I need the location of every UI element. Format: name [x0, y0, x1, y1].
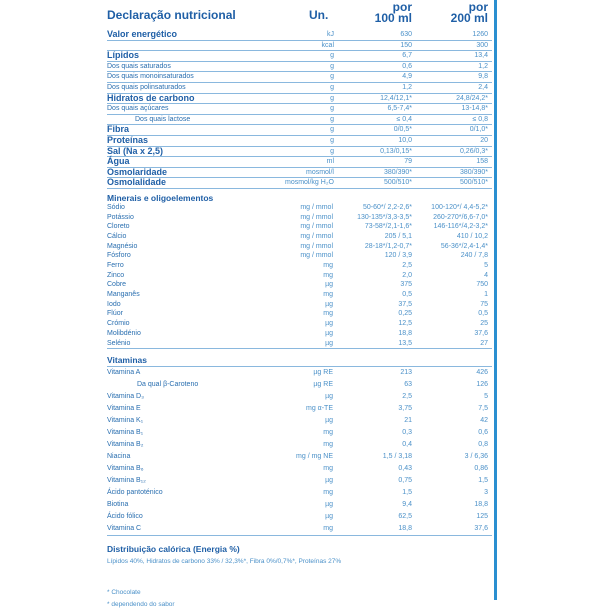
value-100ml: 0,3	[402, 429, 412, 437]
value-100ml: 63	[404, 381, 412, 389]
vitamin-row	[107, 415, 492, 427]
nutrient-row	[107, 83, 492, 94]
mineral-unit: mg	[323, 291, 333, 299]
value-200ml: 5	[484, 262, 488, 270]
value-100ml: 130-135*/3,3-3,5*	[357, 213, 412, 221]
mineral-unit: µg	[325, 329, 333, 337]
value-100ml: 0,13/0,15*	[380, 147, 412, 155]
value-100ml: 18,8	[398, 525, 412, 533]
nutrient-label: Valor energético	[107, 29, 178, 39]
nutrient-unit: mosmol/kg H₂O	[284, 179, 334, 187]
value-200ml: 37,6	[474, 525, 488, 533]
vitamin-unit: µg	[325, 477, 333, 485]
mineral-row	[107, 213, 492, 223]
value-200ml: 410 / 10,2	[456, 232, 488, 240]
value-200ml: 426	[476, 369, 488, 377]
mineral-row	[107, 329, 492, 339]
distribution-title: Distribuição calórica (Energia %)	[107, 544, 240, 555]
vitamin-label: Da qual β-Caroteno	[137, 381, 199, 389]
vitamin-label: Biotina	[107, 501, 129, 509]
nutrient-row	[107, 41, 492, 52]
value-100ml: 4,9	[402, 73, 412, 81]
nutrient-label: Osmolaridade	[107, 166, 168, 177]
mineral-label: Cobre	[107, 281, 127, 289]
value-200ml: 5	[484, 393, 488, 401]
mineral-row	[107, 290, 492, 300]
value-100ml: 0/0,5*	[393, 126, 412, 134]
nutrient-label: Proteínas	[107, 134, 149, 145]
mineral-label: Fósforo	[107, 252, 131, 260]
nutrient-row	[107, 62, 492, 73]
col-200ml-header-line1: por	[468, 0, 488, 14]
table-title: Declaração nutricional	[107, 8, 236, 22]
distribution-text: Lípidos 40%, Hidratos de carbono 33% / 32,3%*, Fibra 0%/0,7%*, Proteínas 27%	[107, 558, 342, 566]
mineral-row	[107, 242, 492, 252]
vitamin-row	[107, 463, 492, 475]
vitamin-rows	[107, 367, 492, 536]
vitamin-label: Vitamina B₆	[107, 465, 144, 473]
value-100ml: 500/510*	[383, 179, 412, 187]
value-100ml: 10,0	[398, 136, 412, 144]
value-200ml: 380/390*	[459, 168, 488, 176]
nutrient-label: Fibra	[107, 124, 130, 135]
value-100ml: ≤ 0,4	[396, 115, 412, 123]
mineral-unit: mg / mmol	[300, 223, 333, 231]
mineral-label: Crómio	[107, 320, 130, 328]
mineral-unit: mg / mmol	[300, 213, 333, 221]
nutrient-row	[107, 178, 492, 189]
value-200ml: 56-36*/2,4-1,4*	[440, 242, 488, 250]
nutrient-row	[107, 147, 492, 158]
col-100ml-header	[352, 2, 412, 24]
vitamin-row	[107, 511, 492, 523]
nutrient-label: Sal (Na x 2,5)	[107, 145, 164, 156]
mineral-label: Zinco	[107, 271, 125, 279]
vitamin-unit: mg	[323, 489, 333, 497]
value-100ml: 150	[400, 41, 412, 49]
vitamin-label: Vitamina B₁₂	[107, 477, 146, 485]
mineral-label: Sódio	[107, 203, 125, 211]
vitamin-unit: µg RE	[313, 369, 333, 377]
mineral-row	[107, 319, 492, 329]
value-100ml: 13,5	[398, 339, 412, 347]
right-accent-bar	[494, 0, 497, 600]
col-200ml-header	[428, 2, 488, 24]
nutrient-unit: g	[330, 83, 334, 91]
vitamin-unit: µg	[325, 501, 333, 509]
value-200ml: 13,4	[474, 52, 488, 60]
value-100ml: 380/390*	[383, 168, 412, 176]
nutrient-label: Dos quais polinsaturados	[107, 83, 186, 91]
footnotes	[107, 587, 492, 611]
value-100ml: 0,5	[402, 291, 412, 299]
vitamin-row	[107, 439, 492, 451]
value-200ml: 1	[484, 291, 488, 299]
value-100ml: 6,5-7,4*	[387, 105, 412, 113]
value-200ml: 27	[480, 339, 488, 347]
nutrient-unit: g	[330, 136, 334, 144]
nutrient-row	[107, 125, 492, 136]
vitamin-label: Vitamina D₃	[107, 393, 144, 401]
vitamin-row	[107, 487, 492, 499]
vitamin-row	[107, 403, 492, 415]
mineral-label: Iodo	[107, 300, 121, 308]
nutrient-label: Lípidos	[107, 50, 139, 61]
mineral-label: Manganês	[107, 291, 140, 299]
value-200ml: 0,8	[478, 441, 488, 449]
vitamins-title: Vitaminas	[107, 355, 148, 366]
nutrition-table	[107, 0, 492, 611]
nutrient-unit: g	[330, 62, 334, 70]
vitamin-unit: µg RE	[313, 381, 333, 389]
value-100ml: 12,5	[398, 320, 412, 328]
mineral-row	[107, 280, 492, 290]
mineral-unit: mg / mmol	[300, 242, 333, 250]
value-100ml: 1,2	[402, 83, 412, 91]
mineral-label: Magnésio	[107, 242, 138, 250]
nutrient-row	[107, 115, 492, 126]
value-200ml: 7,5	[478, 405, 488, 413]
value-100ml: 0,25	[398, 310, 412, 318]
value-200ml: 37,6	[474, 329, 488, 337]
value-200ml: 750	[476, 281, 488, 289]
value-200ml: 500/510*	[459, 179, 488, 187]
value-200ml: 0,6	[478, 429, 488, 437]
vitamin-unit: µg	[325, 417, 333, 425]
mineral-label: Selénio	[107, 339, 131, 347]
minerals-title: Minerais e oligoelementos	[107, 192, 214, 203]
value-100ml: 9,4	[402, 501, 412, 509]
vitamin-label: Ácido pantoténico	[107, 489, 163, 497]
mineral-label: Ferro	[107, 262, 124, 270]
value-100ml: 73-58*/2,1-1,6*	[364, 223, 412, 231]
footnote-chocolate: * Chocolate	[107, 589, 141, 597]
mineral-row	[107, 309, 492, 319]
vitamin-unit: mg	[323, 429, 333, 437]
nutrient-row	[107, 51, 492, 62]
vitamin-label: Vitamina E	[107, 405, 141, 413]
mineral-label: Molibdénio	[107, 329, 141, 337]
vitamin-row	[107, 499, 492, 511]
vitamin-row	[107, 427, 492, 439]
value-200ml: 42	[480, 417, 488, 425]
value-200ml: 75	[480, 300, 488, 308]
value-200ml: 24,8/24,2*	[456, 94, 488, 102]
mineral-rows	[107, 203, 492, 349]
value-200ml: 300	[476, 41, 488, 49]
nutrient-unit: g	[330, 126, 334, 134]
mineral-row	[107, 339, 492, 350]
value-100ml: 50-60*/ 2,2-2,6*	[362, 203, 412, 211]
mineral-row	[107, 232, 492, 242]
value-200ml: ≤ 0,8	[472, 115, 488, 123]
value-200ml: 126	[476, 381, 488, 389]
mineral-label: Potássio	[107, 213, 134, 221]
value-100ml: 0,6	[402, 62, 412, 70]
value-200ml: 0/1,0*	[469, 126, 488, 134]
main-rows	[107, 30, 492, 189]
value-100ml: 0,75	[398, 477, 412, 485]
mineral-label: Flúor	[107, 310, 123, 318]
value-200ml: 0,86	[474, 465, 488, 473]
nutrient-row	[107, 94, 492, 105]
nutrient-row	[107, 30, 492, 41]
nutrient-unit: g	[330, 105, 334, 113]
nutrient-label: Água	[107, 156, 130, 167]
vitamin-row	[107, 367, 492, 379]
value-100ml: 205 / 5,1	[384, 232, 412, 240]
value-100ml: 213	[400, 369, 412, 377]
vitamin-unit: µg	[325, 513, 333, 521]
value-200ml: 9,8	[478, 73, 488, 81]
value-100ml: 2,0	[402, 271, 412, 279]
value-200ml: 13-14,8*	[461, 105, 488, 113]
value-200ml: 25	[480, 320, 488, 328]
value-100ml: 21	[404, 417, 412, 425]
value-200ml: 1,2	[478, 62, 488, 70]
vitamin-unit: mg	[323, 441, 333, 449]
vitamin-label: Niacina	[107, 453, 131, 461]
nutrient-label: Dos quais saturados	[107, 62, 171, 70]
value-200ml: 240 / 7,8	[460, 252, 488, 260]
vitamin-row	[107, 523, 492, 536]
value-100ml: 0,4	[402, 441, 412, 449]
value-200ml: 1260	[472, 31, 488, 38]
value-100ml: 62,5	[398, 513, 412, 521]
vitamin-label: Vitamina A	[107, 369, 141, 377]
mineral-unit: mg / mmol	[300, 232, 333, 240]
value-200ml: 100-120*/ 4,4-5,2*	[431, 203, 488, 211]
unit-header: Un.	[309, 8, 329, 22]
value-100ml: 2,5	[402, 262, 412, 270]
value-200ml: 0,26/0,3*	[459, 147, 488, 155]
nutrient-unit: ml	[326, 158, 334, 166]
value-100ml: 6,7	[402, 52, 412, 60]
nutrient-unit: g	[330, 73, 334, 81]
value-100ml: 37,5	[398, 300, 412, 308]
nutrient-unit: kJ	[327, 31, 334, 38]
value-100ml: 3,75	[398, 405, 412, 413]
mineral-row	[107, 203, 492, 213]
value-200ml: 0,5	[478, 310, 488, 318]
mineral-unit: µg	[325, 281, 333, 289]
value-100ml: 18,8	[398, 329, 412, 337]
table-header	[107, 0, 492, 30]
nutrient-label: Dos quais lactose	[135, 115, 191, 123]
mineral-row	[107, 271, 492, 281]
vitamin-label: Vitamina B₂	[107, 441, 144, 449]
vitamin-label: Vitamina C	[107, 525, 142, 533]
vitamin-row	[107, 451, 492, 463]
mineral-row	[107, 261, 492, 271]
vitamin-label: Vitamina B₁	[107, 429, 144, 437]
value-100ml: 630	[400, 31, 412, 38]
nutrient-unit: mosmol/l	[305, 168, 334, 176]
vitamin-unit: mg α-TE	[306, 405, 333, 413]
vitamin-row	[107, 391, 492, 403]
vitamin-unit: mg	[323, 525, 333, 533]
mineral-unit: mg	[323, 271, 333, 279]
nutrient-label: Dos quais açúcares	[107, 105, 169, 113]
vitamin-row	[107, 475, 492, 487]
vitamin-row	[107, 379, 492, 391]
nutrient-label: Dos quais monoinsaturados	[107, 73, 194, 81]
vitamin-label: Ácido fólico	[107, 513, 143, 521]
vitamin-unit: mg / mg NE	[296, 453, 333, 461]
col-200ml-header-line2: 200 ml	[450, 11, 488, 25]
value-200ml: 20	[480, 136, 488, 144]
mineral-unit: mg	[323, 310, 333, 318]
value-100ml: 1,5	[402, 489, 412, 497]
nutrient-label: Hidratos de carbono	[107, 92, 195, 103]
vitamin-unit: mg	[323, 465, 333, 473]
mineral-label: Cálcio	[107, 232, 127, 240]
mineral-unit: µg	[325, 300, 333, 308]
nutrient-unit: g	[330, 147, 334, 155]
mineral-row	[107, 222, 492, 232]
value-100ml: 1,5 / 3,18	[382, 453, 412, 461]
value-200ml: 158	[476, 158, 488, 166]
value-100ml: 12,4/12,1*	[380, 94, 412, 102]
col-100ml-header-line1: por	[392, 0, 412, 14]
col-100ml-header-line2: 100 ml	[374, 11, 412, 25]
value-200ml: 3	[484, 489, 488, 497]
nutrient-unit: g	[330, 94, 334, 102]
mineral-unit: mg / mmol	[300, 203, 333, 211]
nutrient-row	[107, 72, 492, 83]
vitamin-label: Vitamina K₁	[107, 417, 144, 425]
mineral-unit: µg	[325, 320, 333, 328]
value-100ml: 375	[400, 281, 412, 289]
value-100ml: 120 / 3,9	[384, 252, 412, 260]
nutrient-row	[107, 104, 492, 115]
mineral-label: Cloreto	[107, 223, 130, 231]
vitamin-unit: µg	[325, 393, 333, 401]
value-100ml: 28-18*/1,2-0,7*	[364, 242, 412, 250]
value-100ml: 79	[404, 158, 412, 166]
value-200ml: 3 / 6,36	[464, 453, 488, 461]
nutrient-row	[107, 136, 492, 147]
footnote-flavor: * dependendo do sabor	[107, 601, 175, 609]
nutrient-unit: g	[330, 115, 334, 123]
value-200ml: 146-116*/4,2-3,2*	[433, 223, 488, 231]
value-200ml: 4	[484, 271, 488, 279]
value-200ml: 260-270*/6,6-7,0*	[433, 213, 488, 221]
value-200ml: 2,4	[478, 83, 488, 91]
nutrient-label: Osmolalidade	[107, 177, 167, 188]
value-200ml: 18,8	[474, 501, 488, 509]
nutrient-unit: kcal	[321, 41, 334, 49]
mineral-unit: µg	[325, 339, 333, 347]
value-200ml: 125	[476, 513, 488, 521]
value-100ml: 2,5	[402, 393, 412, 401]
nutrient-unit: g	[330, 52, 334, 60]
mineral-unit: mg / mmol	[300, 252, 333, 260]
value-200ml: 1,5	[478, 477, 488, 485]
mineral-unit: mg	[323, 262, 333, 270]
mineral-row	[107, 300, 492, 310]
value-100ml: 0,43	[398, 465, 412, 473]
mineral-row	[107, 251, 492, 261]
